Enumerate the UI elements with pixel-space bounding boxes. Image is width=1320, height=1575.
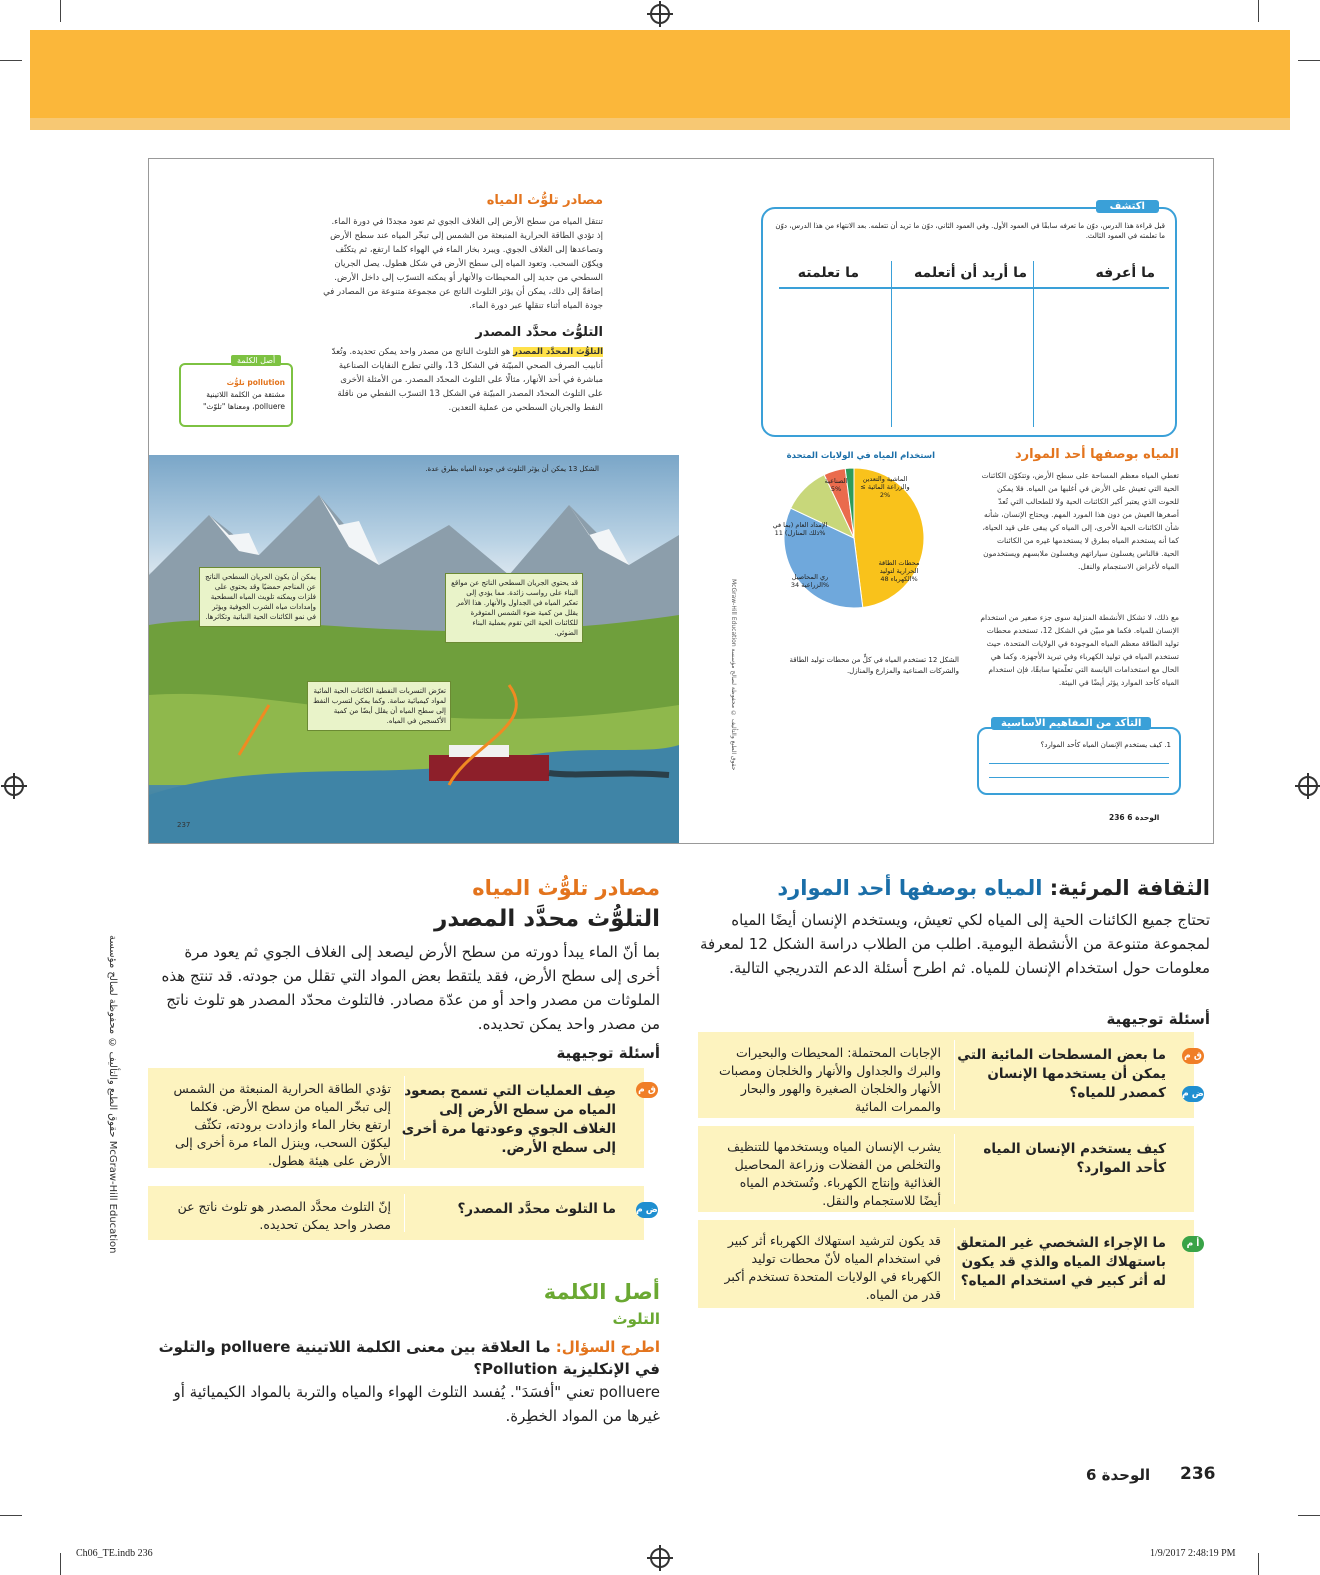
word-origin-heading: أصل الكلمة — [543, 1280, 660, 1304]
kwl-divider — [1033, 261, 1034, 427]
key-concept-check-box — [977, 727, 1181, 795]
header-band-strip — [30, 118, 1290, 130]
crop-mark — [60, 0, 61, 22]
pie-title: استخدام المياه في الولايات المتحدة — [786, 451, 935, 461]
mini-word-origin-def: مشتقة من الكلمة اللاتينية polluere، ومعناها "تلوّث" — [202, 390, 285, 411]
ask-question — [150, 1336, 660, 1380]
point-source-text: بما أنّ الماء يبدأ دورته من سطح الأرض ليصعد إلى الغلاف الجوي ثم يعود مرة أخرى إلى سطح الأرض، فقد يلتقط بعض المواد التي تقلل من جودته. قد تنتج هذه الملوثات من مصدر واحد أو من عدّة مصادر. فالتلوث محدّد المصدر هو تلوث ناتج من مصدر واحد يمكن تحديده. — [161, 943, 660, 1033]
registration-mark — [650, 4, 670, 24]
guiding-questions-label-right: أسئلة توجيهية — [1106, 1010, 1210, 1028]
kwl-divider — [891, 261, 892, 427]
answer-text: الإجابات المحتملة: المحيطات والبحيرات والبرك والجداول والأنهار والخلجان ومصبات الأنهار والخلجان الصغيرة والهور والبحار والممرات المائية — [719, 1045, 941, 1114]
pie-label-irrigation: ري المحاصيل الزراعية 34% — [790, 573, 830, 589]
mini-word-origin-tab: أصل الكلمة — [231, 355, 281, 366]
callout-mining-runoff: يمكن أن يكون الجريان السطحي الناتج عن المناجم حمضيًا وقد يحتوي على فلزات ويمكنه تلويث المياه السطحية وإمدادات مياه الشرب الجوفية ويؤثر في نمو الكائنات الحية النباتية وتكاثرها. — [199, 567, 321, 627]
date-slug: 1/9/2017 2:48:19 PM — [1150, 1548, 1236, 1559]
callout-construction-runoff: قد يحتوي الجريان السطحي الناتج عن مواقع البناء على رواسب زائدة. مما يؤدي إلى تعكير المياه في الجداول والأنهار. هذا الأمر يقلل من كمية ضوء الشمس المتوفرة للكائنات الحية التي تقوم بعملية البناء الضوئي. — [445, 573, 583, 643]
kwl-chart — [761, 201, 1177, 437]
copyright-vertical: حقوق الطبع والتأليف © محفوظة لصالح مؤسسة McGraw-Hill Education — [107, 935, 118, 1254]
visual-literacy-heading — [700, 876, 1210, 900]
mini-point-heading: التلوُّث محدَّد المصدر — [475, 325, 603, 340]
crop-mark — [1298, 60, 1320, 61]
visual-literacy-text: تحتاج جميع الكائنات الحية إلى المياه لكي تعيش، ويستخدم الإنسان أيضًا المياه لمجموعة متنوعة من الأنشطة اليومية. اطلب من الطلاب دراسة الشكل 12 لمعرفة معلومات حول استخدام الإنسان للمياه. ثم اطرح أسئلة الدعم التدريجي التالية. — [700, 911, 1210, 977]
visual-literacy-title: المياه بوصفها أحد الموارد — [777, 876, 1043, 900]
callout-oil-spill: تعرّض التسربات النفطية الكائنات الحية المائية لمواد كيميائية سامة. وكما يمكن لتسرب النفط إلى سطح المياه أن يقلل أيضًا من كمية الأكسجين في المياه. — [307, 681, 451, 731]
registration-mark — [650, 1548, 670, 1568]
water-pollution-sources-heading: مصادر تلوُّث المياه — [472, 876, 660, 900]
ask-answer: polluere تعني "أفسَدَ". يُفسد التلوث الهواء والمياه والتربة بالمواد الكيميائية أو غيرها من المواد الخطِرة. — [173, 1383, 660, 1425]
mini-point-body: هو التلوث الناتج من مصدر واحد يمكن تحديده. وتُعدّ أنابيب الصرف الصحي المبيّنة في الشكل 13، والتي تطرح النفايات الصناعية مباشرة في أحد الأنهار، مثالًا على التلوث المحدّد المصدر. من الأمثلة الأخرى على التلوث المحدّد المصدر المبيّنة في الشكل 13 التسرّب النفطي من ناقلة النفط والجريان السطحي من عملية التعدين. — [331, 347, 603, 413]
landscape-drawing — [149, 455, 679, 843]
crop-mark — [1258, 0, 1259, 22]
mini-word-origin-term: pollution تلوُّث — [226, 378, 285, 387]
guiding-question-row-2 — [698, 1126, 1194, 1212]
answer-text: تؤدي الطاقة الحرارية المنبعثة من الشمس إلى تبخّر المياه من سطح الأرض. فكلما ارتفع بخار الماء وازدادت برودته، تكثّف ليكوّن السحب، وينزل الماء مرة أخرى إلى الأرض على هيئة هطول. — [173, 1081, 391, 1168]
word-origin-subheading: التلوث — [612, 1310, 660, 1328]
pie-label-livestock: الماشية والتعدين والزراعة المائية ≥ 2% — [860, 475, 910, 499]
crop-mark — [1298, 1515, 1320, 1516]
key-concept-question: 1. كيف يستخدم الإنسان المياه كأحد الموارد؟ — [1040, 741, 1171, 749]
level-badge: ق م — [1182, 1048, 1204, 1064]
answer-text: قد يكون لترشيد استهلاك الكهرباء أثر كبير في استخدام المياه لأنّ محطات توليد الكهرباء في الولايات المتحدة تستخدم أكبر قدر من المياه. — [724, 1233, 941, 1302]
page-number: 236 — [1180, 1464, 1216, 1484]
mini-vertical-credit: McGraw-Hill Education حقوق الطبع والتأليف © محفوظة لصالح مؤسسة — [730, 579, 737, 771]
kwl-rule — [779, 287, 1169, 289]
header-band — [30, 30, 1290, 128]
point-source-heading: التلوُّث محدَّد المصدر — [434, 906, 660, 932]
mini-water-resource-heading: المياه بوصفها أحد الموارد — [1014, 447, 1179, 462]
answer-line — [989, 763, 1169, 764]
key-concept-check-tab: التأكد من المفاهيم الأساسية — [991, 717, 1151, 730]
question-text: كيف يستخدم الإنسان المياه كأحد الموارد؟ — [983, 1141, 1166, 1176]
explore-instructions: قبل قراءة هذا الدرس، دوّن ما تعرفه سابقًا في العمود الأول. وفي العمود الثاني، دوّن ما تريد أن تتعلمه. بعد الانتهاء من هذا الدرس، دوّن ما تعلمته في العمود الثالث. — [775, 222, 1165, 240]
crop-mark — [60, 1553, 61, 1575]
mini-footer-right: 236 الوحدة 6 — [1109, 813, 1160, 822]
guiding-question-row-4 — [148, 1068, 644, 1168]
level-badge: ق م — [636, 1082, 658, 1098]
mini-water-resource-text2: مع ذلك، لا تشكل الأنشطة المنزلية سوى جزء صغير من استخدام الإنسان للمياه. فكما هو مبيّن في الشكل 12، تستخدم محطات توليد الطاقة معظم المياه الموجودة في الولايات المتحدة، حيث تستخدم المياه في توليد الكهرباء وفي تبريد الأجهزة. وكما هي الحال مع استخدامات اليابسة التي تعلّمتها سابقًا، فإن استخدام المياه كأحد الموارد يؤثر أيضًا في البيئة. — [980, 613, 1179, 687]
crop-mark — [1258, 1553, 1259, 1575]
visual-literacy-prefix: الثقافة المرئية: — [1049, 876, 1210, 900]
file-slug: Ch06_TE.indb 236 — [76, 1548, 153, 1559]
kwl-header-want: ما أريد أن أتعلمه — [913, 265, 1027, 281]
ask-label: اطرح السؤال: — [555, 1338, 660, 1356]
pie-label-public: الإمداد العام (بما في ذلك المنازل) 11% — [772, 521, 828, 537]
question-text: ما الإجراء الشخصي غير المتعلق باستهلاك المياه والذي قد يكون له أثر كبير في استخدام المياه؟ — [956, 1235, 1166, 1289]
answer-text: إنّ التلوث محدَّد المصدر هو تلوث ناتج عن مصدر واحد يمكن تحديده. — [177, 1199, 391, 1232]
mini-point-text — [323, 345, 603, 415]
unit-label: الوحدة 6 — [1086, 1466, 1151, 1484]
student-page-thumbnail — [148, 158, 1214, 844]
ask-text: ما العلاقة بين معنى الكلمة اللاتينية polluere والتلوث في الإنكليزية Pollution؟ — [158, 1338, 660, 1378]
question-text: صِف العمليات التي تسمح بصعود المياه من سطح الأرض إلى الغلاف الجوي وعودتها مرة أخرى إلى سطح الأرض. — [401, 1083, 616, 1156]
explore-tab: اكتشف — [1096, 200, 1159, 213]
crop-mark — [0, 1515, 22, 1516]
registration-mark — [4, 776, 24, 796]
guiding-question-row-3 — [698, 1220, 1194, 1308]
kwl-header-learned: ما تعلمته — [797, 265, 859, 281]
guiding-question-row-1 — [698, 1032, 1194, 1118]
pie-caption: الشكل 12 تستخدم المياه في كلٍّ من محطات توليد الطاقة والشركات الصناعية والمزارع والمنازل. — [789, 656, 959, 675]
level-badge: ض م — [1182, 1086, 1204, 1102]
level-badge: أ م — [1182, 1236, 1204, 1252]
question-text: ما التلوث محدَّد المصدر؟ — [457, 1201, 616, 1217]
mini-word-origin-box — [179, 363, 293, 427]
level-badge: ض م — [636, 1202, 658, 1218]
guiding-question-row-5 — [148, 1186, 644, 1240]
answer-line — [989, 777, 1169, 778]
mini-sources-heading: مصادر تلوُّث المياه — [486, 193, 603, 208]
pie-label-industrial: الصناعية 5% — [824, 477, 848, 493]
mini-water-resource-text1: تغطي المياه معظم المساحة على سطح الأرض، وتتكوّن الكائنات الحية التي تعيش على الأرض في أغلبها من المياه. فلا يمكن للحوت الذي يعتبر أكبر الكائنات الحية ولا للطحالب التي تُعدّ أصغرها العيش من دون هذا المورد المهم. ويحتاج الإنسان، شأنه شأن الكائنات الحية الأخرى، إلى المياه كي يبقى على قيد الحياة، كما أنه يستخدم المياه بطرق لا يستخدمها غيره من الكائنات الحية. فالناس يغسلون سياراتهم ويغسلون ملابسهم ويستخدمون المياه لأغراض الاستجمام والنقل. — [981, 471, 1179, 571]
mini-footer-left: 237 — [177, 821, 191, 829]
registration-mark — [1298, 776, 1318, 796]
pie-label-power: محطات الطاقة الحرارية لتوليد الكهرباء 48% — [878, 559, 920, 583]
kwl-header-know: ما أعرفه — [1095, 265, 1155, 281]
mini-sources-text: تنتقل المياه من سطح الأرض إلى الغلاف الجوي ثم تعود مجددًا في دورة الماء. إذ تؤدي الطاقة الحرارية المنبعثة من الشمس إلى تبخّر المياه عند سطح الأرض وتصاعدها إلى الغلاف الجوي. ويبرد بخار الماء في الهواء كلما ارتفع، ثم يتكثّف ويكوّن السحب. وتعود المياه إلى سطح الأرض في شكل هطول. يصل الجريان السطحي من جديد إلى المحيطات والأنهار أو يمكنه التسرّب إلى داخل الأرض. إضافةً إلى ذلك، يمكن أن يؤثر التلوث الناتج عن مجموعة متنوعة من المصادر في جودة المياه أثناء تنقلها عبر دورة الماء. — [323, 217, 603, 311]
crop-mark — [0, 60, 22, 61]
question-text: ما بعض المسطحات المائية التي يمكن أن يستخدمها الإنسان كمصدر للمياه؟ — [957, 1047, 1166, 1101]
figure13-caption: الشكل 13 يمكن أن يؤثر التلوث في جودة المياه بطرق عدة. — [425, 465, 599, 473]
water-pollution-illustration — [149, 455, 679, 843]
mini-point-term: التلوُّث المحدَّد المصدر — [512, 347, 603, 357]
answer-text: يشرب الإنسان المياه ويستخدمها للتنظيف والتخلص من الفضلات وزراعة المحاصيل الغذائية وإنتاج الكهرباء. وتُستخدم المياه أيضًا للاستجمام والنقل. — [727, 1139, 941, 1208]
guiding-questions-label-left: أسئلة توجيهية — [556, 1044, 660, 1062]
